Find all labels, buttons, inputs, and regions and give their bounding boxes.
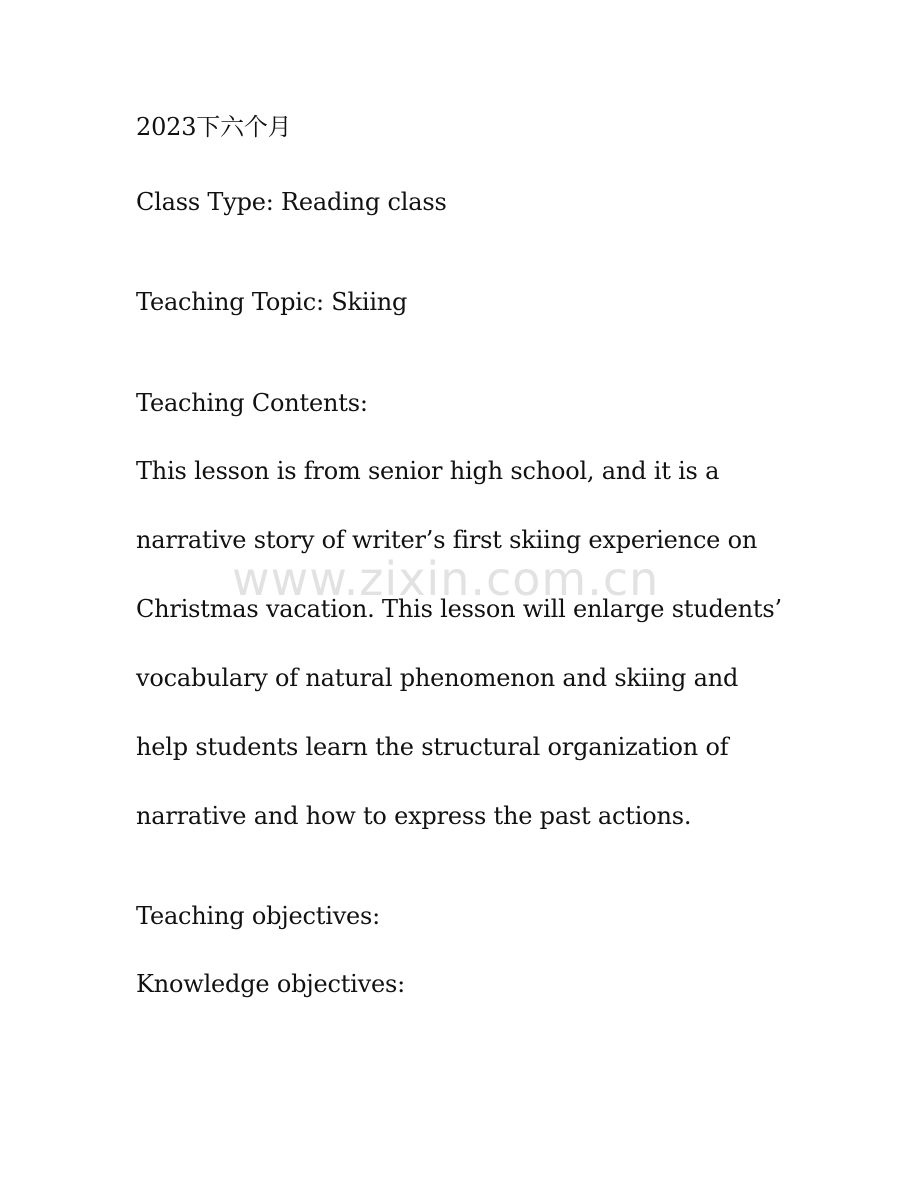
class-type: Class Type: Reading class: [136, 188, 447, 216]
teaching-topic: Teaching Topic: Skiing: [136, 288, 408, 316]
watermark: www.zixin.com.cn: [232, 552, 660, 606]
teaching-objectives-heading: Teaching objectives:: [136, 902, 381, 930]
knowledge-objectives-heading: Knowledge objectives:: [136, 970, 405, 998]
teaching-contents-body: This lesson is from senior high school, and it is a narrative story of writer’s first skiing experience on Christmas vacation. This lesson will enlarge students’ vocabulary of natural phenomenon and skiing and help students learn the structural organization of narrative and how to express the past actions.: [136, 457, 782, 830]
header-date: 2023下六个月: [136, 113, 292, 141]
teaching-contents-heading: Teaching Contents:: [136, 389, 368, 417]
